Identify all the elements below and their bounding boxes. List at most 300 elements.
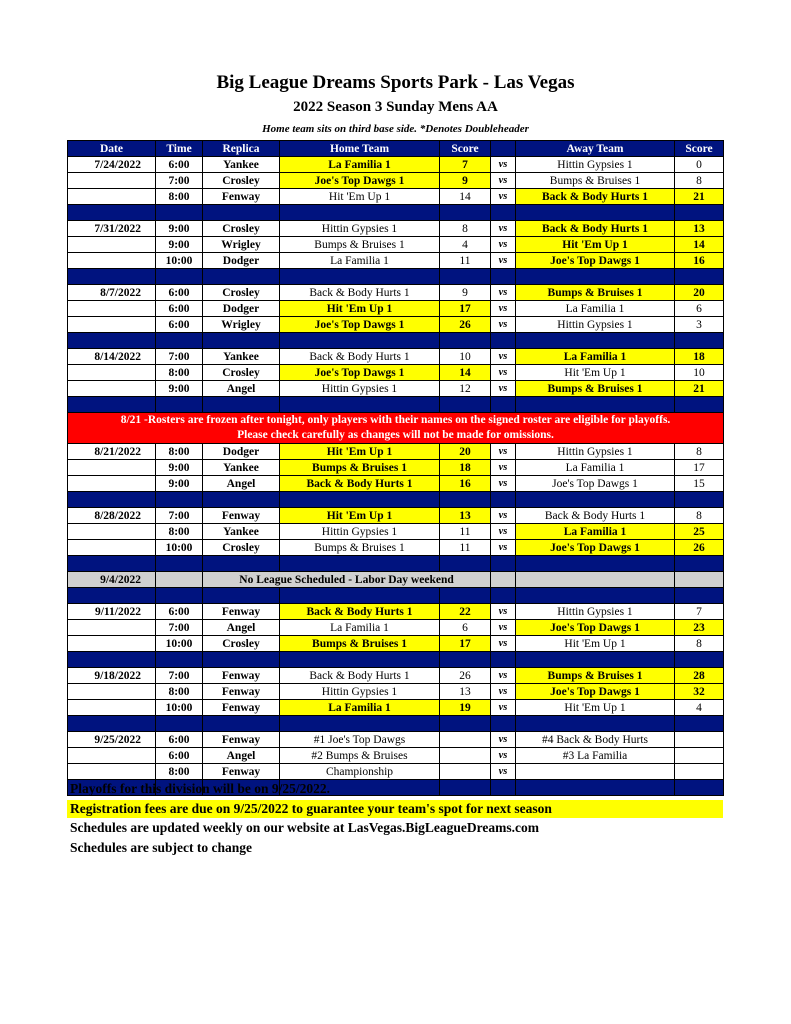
vs-label: vs xyxy=(491,524,516,540)
game-replica-field: Yankee xyxy=(203,524,280,540)
home-team: Back & Body Hurts 1 xyxy=(280,604,440,620)
schedule-note: Home team sits on third base side. *Denotes Doubleheader xyxy=(262,123,529,135)
home-score: 17 xyxy=(440,301,491,317)
vs-label: vs xyxy=(491,748,516,764)
home-team: #2 Bumps & Bruises xyxy=(280,748,440,764)
week-date: 9/18/2022 xyxy=(68,668,156,684)
game-time: 9:00 xyxy=(156,476,203,492)
vs-label: vs xyxy=(491,221,516,237)
home-team: Back & Body Hurts 1 xyxy=(280,668,440,684)
separator-cell xyxy=(280,492,440,508)
game-row xyxy=(68,604,724,620)
page-subtitle: 2022 Season 3 Sunday Mens AA xyxy=(293,99,498,115)
empty-cell xyxy=(68,636,156,652)
separator-cell xyxy=(491,588,516,604)
game-row xyxy=(68,732,724,748)
separator-cell xyxy=(203,556,280,572)
away-score: 18 xyxy=(675,349,724,365)
empty-cell xyxy=(68,189,156,205)
vs-label: vs xyxy=(491,157,516,173)
game-time: 7:00 xyxy=(156,508,203,524)
separator-cell xyxy=(280,588,440,604)
vs-label: vs xyxy=(491,668,516,684)
separator-row xyxy=(68,588,724,604)
game-row xyxy=(68,349,724,365)
home-score: 13 xyxy=(440,508,491,524)
separator-cell xyxy=(491,556,516,572)
separator-cell xyxy=(675,205,724,221)
separator-cell xyxy=(203,652,280,668)
empty-cell xyxy=(491,572,516,588)
home-team: La Familia 1 xyxy=(280,700,440,716)
separator-row xyxy=(68,716,724,732)
week-date: 9/4/2022 xyxy=(68,572,156,588)
empty-cell xyxy=(675,572,724,588)
empty-cell xyxy=(68,460,156,476)
home-team: Joe's Top Dawgs 1 xyxy=(280,173,440,189)
week-date: 7/31/2022 xyxy=(68,221,156,237)
game-time: 9:00 xyxy=(156,460,203,476)
game-row xyxy=(68,524,724,540)
separator-row xyxy=(68,556,724,572)
separator-cell xyxy=(516,397,675,413)
separator-cell xyxy=(68,397,156,413)
home-score: 6 xyxy=(440,620,491,636)
empty-cell xyxy=(156,572,203,588)
empty-cell xyxy=(68,684,156,700)
game-time: 6:00 xyxy=(156,317,203,333)
away-team: La Familia 1 xyxy=(516,301,675,317)
game-replica-field: Fenway xyxy=(203,508,280,524)
home-score: 19 xyxy=(440,700,491,716)
game-time: 8:00 xyxy=(156,684,203,700)
empty-cell xyxy=(68,237,156,253)
game-row xyxy=(68,636,724,652)
home-score: 11 xyxy=(440,524,491,540)
game-replica-field: Fenway xyxy=(203,764,280,780)
separator-cell xyxy=(516,269,675,285)
game-replica-field: Crosley xyxy=(203,221,280,237)
separator-cell xyxy=(203,716,280,732)
game-replica-field: Wrigley xyxy=(203,237,280,253)
separator-cell xyxy=(280,397,440,413)
game-time: 7:00 xyxy=(156,349,203,365)
away-team: Hittin Gypsies 1 xyxy=(516,317,675,333)
away-score: 3 xyxy=(675,317,724,333)
separator-cell xyxy=(440,205,491,221)
separator-cell xyxy=(491,397,516,413)
away-team: Hittin Gypsies 1 xyxy=(516,604,675,620)
home-score: 11 xyxy=(440,253,491,269)
empty-cell xyxy=(68,365,156,381)
away-score: 26 xyxy=(675,540,724,556)
game-time: 10:00 xyxy=(156,253,203,269)
away-score: 7 xyxy=(675,604,724,620)
separator-cell xyxy=(68,652,156,668)
game-row xyxy=(68,540,724,556)
roster-announcement xyxy=(68,413,724,444)
separator-cell xyxy=(280,716,440,732)
game-replica-field: Fenway xyxy=(203,684,280,700)
home-team: Hit 'Em Up 1 xyxy=(280,444,440,460)
game-replica-field: Angel xyxy=(203,748,280,764)
game-replica-field: Fenway xyxy=(203,604,280,620)
away-team: Bumps & Bruises 1 xyxy=(516,381,675,397)
away-team: Back & Body Hurts 1 xyxy=(516,221,675,237)
away-team: #3 La Familia xyxy=(516,748,675,764)
separator-cell xyxy=(156,556,203,572)
away-score: 16 xyxy=(675,253,724,269)
home-team: Bumps & Bruises 1 xyxy=(280,237,440,253)
separator-cell xyxy=(440,588,491,604)
separator-cell xyxy=(156,333,203,349)
away-score: 17 xyxy=(675,460,724,476)
separator-cell xyxy=(440,333,491,349)
game-time: 6:00 xyxy=(156,285,203,301)
game-time: 8:00 xyxy=(156,524,203,540)
home-team: Hittin Gypsies 1 xyxy=(280,381,440,397)
separator-cell xyxy=(68,492,156,508)
vs-label: vs xyxy=(491,349,516,365)
game-replica-field: Fenway xyxy=(203,700,280,716)
vs-label: vs xyxy=(491,189,516,205)
separator-row xyxy=(68,397,724,413)
game-replica-field: Yankee xyxy=(203,349,280,365)
away-team: Joe's Top Dawgs 1 xyxy=(516,253,675,269)
separator-cell xyxy=(156,652,203,668)
home-team: La Familia 1 xyxy=(280,620,440,636)
vs-label: vs xyxy=(491,620,516,636)
announcement-line: Please check carefully as changes will not be made for omissions. xyxy=(237,429,554,441)
home-score: 12 xyxy=(440,381,491,397)
away-team: La Familia 1 xyxy=(516,349,675,365)
home-team: Bumps & Bruises 1 xyxy=(280,540,440,556)
separator-cell xyxy=(440,780,491,796)
game-row xyxy=(68,460,724,476)
game-replica-field: Angel xyxy=(203,381,280,397)
home-score: 8 xyxy=(440,221,491,237)
game-time: 10:00 xyxy=(156,540,203,556)
schedule-table xyxy=(67,140,724,796)
header-row xyxy=(68,141,724,157)
header-away-team: Away Team xyxy=(516,141,675,157)
home-score: 11 xyxy=(440,540,491,556)
game-replica-field: Angel xyxy=(203,476,280,492)
header-vs xyxy=(491,141,516,157)
away-score: 21 xyxy=(675,381,724,397)
home-score: 17 xyxy=(440,636,491,652)
away-team xyxy=(516,764,675,780)
away-team: Hit 'Em Up 1 xyxy=(516,365,675,381)
home-team: Joe's Top Dawgs 1 xyxy=(280,365,440,381)
separator-cell xyxy=(675,333,724,349)
home-team: La Familia 1 xyxy=(280,157,440,173)
separator-cell xyxy=(156,205,203,221)
header-replica: Replica xyxy=(203,141,280,157)
separator-cell xyxy=(156,492,203,508)
home-score: 4 xyxy=(440,237,491,253)
home-score: 14 xyxy=(440,365,491,381)
home-score: 10 xyxy=(440,349,491,365)
home-score: 20 xyxy=(440,444,491,460)
away-team: Hit 'Em Up 1 xyxy=(516,636,675,652)
game-time: 9:00 xyxy=(156,381,203,397)
separator-cell xyxy=(675,716,724,732)
footer-website: Schedules are updated weekly on our website at LasVegas.BigLeagueDreams.com xyxy=(70,820,540,835)
separator-cell xyxy=(68,205,156,221)
away-team: Bumps & Bruises 1 xyxy=(516,285,675,301)
vs-label: vs xyxy=(491,732,516,748)
separator-cell xyxy=(516,652,675,668)
away-score xyxy=(675,764,724,780)
header-date: Date xyxy=(68,141,156,157)
vs-label: vs xyxy=(491,317,516,333)
home-team: Hit 'Em Up 1 xyxy=(280,301,440,317)
game-replica-field: Fenway xyxy=(203,732,280,748)
home-score: 9 xyxy=(440,285,491,301)
game-row xyxy=(68,748,724,764)
separator-cell xyxy=(440,716,491,732)
empty-cell xyxy=(68,524,156,540)
week-date: 8/21/2022 xyxy=(68,444,156,460)
home-team: Hittin Gypsies 1 xyxy=(280,221,440,237)
separator-cell xyxy=(440,556,491,572)
game-row xyxy=(68,668,724,684)
home-team: Bumps & Bruises 1 xyxy=(280,636,440,652)
footer-playoffs: Playoffs for this division will be on 9/25/2022. xyxy=(70,781,331,796)
separator-cell xyxy=(440,397,491,413)
separator-cell xyxy=(675,556,724,572)
game-time: 6:00 xyxy=(156,732,203,748)
away-team: Joe's Top Dawgs 1 xyxy=(516,540,675,556)
game-row xyxy=(68,157,724,173)
separator-cell xyxy=(675,652,724,668)
game-replica-field: Yankee xyxy=(203,157,280,173)
vs-label: vs xyxy=(491,237,516,253)
away-score: 23 xyxy=(675,620,724,636)
home-team: #1 Joe's Top Dawgs xyxy=(280,732,440,748)
away-team: Hittin Gypsies 1 xyxy=(516,444,675,460)
home-team: La Familia 1 xyxy=(280,253,440,269)
away-team: Joe's Top Dawgs 1 xyxy=(516,620,675,636)
away-score: 15 xyxy=(675,476,724,492)
away-team: Bumps & Bruises 1 xyxy=(516,173,675,189)
home-score: 26 xyxy=(440,668,491,684)
game-replica-field: Dodger xyxy=(203,444,280,460)
game-time: 7:00 xyxy=(156,173,203,189)
home-score: 22 xyxy=(440,604,491,620)
game-replica-field: Crosley xyxy=(203,540,280,556)
away-score: 25 xyxy=(675,524,724,540)
separator-cell xyxy=(68,333,156,349)
separator-cell xyxy=(675,269,724,285)
separator-cell xyxy=(280,652,440,668)
separator-cell xyxy=(491,333,516,349)
game-replica-field: Crosley xyxy=(203,636,280,652)
home-score xyxy=(440,764,491,780)
away-score: 8 xyxy=(675,636,724,652)
separator-cell xyxy=(491,780,516,796)
week-date: 8/14/2022 xyxy=(68,349,156,365)
separator-cell xyxy=(675,397,724,413)
empty-cell xyxy=(68,173,156,189)
empty-cell xyxy=(68,381,156,397)
away-team: Bumps & Bruises 1 xyxy=(516,668,675,684)
home-team: Back & Body Hurts 1 xyxy=(280,476,440,492)
game-time: 10:00 xyxy=(156,700,203,716)
separator-cell xyxy=(280,333,440,349)
vs-label: vs xyxy=(491,365,516,381)
away-score: 13 xyxy=(675,221,724,237)
game-row xyxy=(68,444,724,460)
week-date: 7/24/2022 xyxy=(68,157,156,173)
separator-cell xyxy=(68,556,156,572)
away-team: #4 Back & Body Hurts xyxy=(516,732,675,748)
game-replica-field: Angel xyxy=(203,620,280,636)
away-score: 6 xyxy=(675,301,724,317)
vs-label: vs xyxy=(491,476,516,492)
home-score xyxy=(440,748,491,764)
game-row xyxy=(68,237,724,253)
header-home-score: Score xyxy=(440,141,491,157)
vs-label: vs xyxy=(491,636,516,652)
home-score: 16 xyxy=(440,476,491,492)
no-league-row xyxy=(68,572,724,588)
away-team: Joe's Top Dawgs 1 xyxy=(516,476,675,492)
vs-label: vs xyxy=(491,173,516,189)
vs-label: vs xyxy=(491,253,516,269)
separator-cell xyxy=(280,556,440,572)
vs-label: vs xyxy=(491,684,516,700)
separator-cell xyxy=(440,269,491,285)
away-score: 4 xyxy=(675,700,724,716)
separator-cell xyxy=(203,205,280,221)
game-row xyxy=(68,508,724,524)
away-score: 8 xyxy=(675,444,724,460)
footer-registration: Registration fees are due on 9/25/2022 to guarantee your team's spot for next season xyxy=(67,800,723,818)
home-team: Joe's Top Dawgs 1 xyxy=(280,317,440,333)
footer-disclaimer: Schedules are subject to change xyxy=(70,840,252,855)
away-team: La Familia 1 xyxy=(516,524,675,540)
separator-cell xyxy=(68,588,156,604)
game-time: 7:00 xyxy=(156,620,203,636)
week-date: 8/7/2022 xyxy=(68,285,156,301)
game-time: 6:00 xyxy=(156,748,203,764)
announcement-row xyxy=(68,413,724,444)
separator-cell xyxy=(675,780,724,796)
home-score: 14 xyxy=(440,189,491,205)
game-replica-field: Crosley xyxy=(203,365,280,381)
game-replica-field: Fenway xyxy=(203,189,280,205)
separator-cell xyxy=(516,556,675,572)
away-team: Back & Body Hurts 1 xyxy=(516,508,675,524)
game-row xyxy=(68,285,724,301)
game-replica-field: Dodger xyxy=(203,301,280,317)
separator-cell xyxy=(203,397,280,413)
header-home-team: Home Team xyxy=(280,141,440,157)
separator-cell xyxy=(203,269,280,285)
game-time: 8:00 xyxy=(156,444,203,460)
away-score: 0 xyxy=(675,157,724,173)
week-date: 9/25/2022 xyxy=(68,732,156,748)
away-team: Joe's Top Dawgs 1 xyxy=(516,684,675,700)
game-time: 7:00 xyxy=(156,668,203,684)
separator-row xyxy=(68,333,724,349)
away-score: 32 xyxy=(675,684,724,700)
separator-cell xyxy=(440,492,491,508)
vs-label: vs xyxy=(491,381,516,397)
separator-row xyxy=(68,269,724,285)
separator-cell xyxy=(675,588,724,604)
game-row xyxy=(68,381,724,397)
separator-row xyxy=(68,652,724,668)
home-team: Hit 'Em Up 1 xyxy=(280,189,440,205)
separator-cell xyxy=(203,588,280,604)
game-row xyxy=(68,764,724,780)
separator-cell xyxy=(516,492,675,508)
home-score xyxy=(440,732,491,748)
game-replica-field: Dodger xyxy=(203,253,280,269)
home-team: Back & Body Hurts 1 xyxy=(280,285,440,301)
separator-cell xyxy=(516,780,675,796)
home-score: 9 xyxy=(440,173,491,189)
game-row xyxy=(68,253,724,269)
away-score: 21 xyxy=(675,189,724,205)
game-time: 8:00 xyxy=(156,764,203,780)
away-team: Hittin Gypsies 1 xyxy=(516,157,675,173)
vs-label: vs xyxy=(491,700,516,716)
no-league-message: No League Scheduled - Labor Day weekend xyxy=(203,572,491,588)
game-row xyxy=(68,301,724,317)
away-score: 10 xyxy=(675,365,724,381)
empty-cell xyxy=(68,764,156,780)
header-time: Time xyxy=(156,141,203,157)
header-away-score: Score xyxy=(675,141,724,157)
home-team: Back & Body Hurts 1 xyxy=(280,349,440,365)
separator-cell xyxy=(156,588,203,604)
vs-label: vs xyxy=(491,301,516,317)
separator-cell xyxy=(516,333,675,349)
empty-cell xyxy=(68,476,156,492)
game-row xyxy=(68,189,724,205)
game-time: 6:00 xyxy=(156,301,203,317)
away-score xyxy=(675,732,724,748)
separator-cell xyxy=(280,269,440,285)
empty-cell xyxy=(68,700,156,716)
vs-label: vs xyxy=(491,540,516,556)
away-team: Back & Body Hurts 1 xyxy=(516,189,675,205)
separator-row xyxy=(68,492,724,508)
separator-cell xyxy=(203,492,280,508)
empty-cell xyxy=(68,301,156,317)
empty-cell xyxy=(68,317,156,333)
game-row xyxy=(68,700,724,716)
game-replica-field: Crosley xyxy=(203,173,280,189)
game-time: 8:00 xyxy=(156,189,203,205)
game-row xyxy=(68,684,724,700)
away-team: Hit 'Em Up 1 xyxy=(516,700,675,716)
vs-label: vs xyxy=(491,764,516,780)
empty-cell xyxy=(68,253,156,269)
game-time: 9:00 xyxy=(156,237,203,253)
separator-cell xyxy=(491,269,516,285)
separator-cell xyxy=(156,269,203,285)
game-time: 10:00 xyxy=(156,636,203,652)
vs-label: vs xyxy=(491,460,516,476)
separator-cell xyxy=(516,205,675,221)
game-row xyxy=(68,317,724,333)
separator-cell xyxy=(491,652,516,668)
